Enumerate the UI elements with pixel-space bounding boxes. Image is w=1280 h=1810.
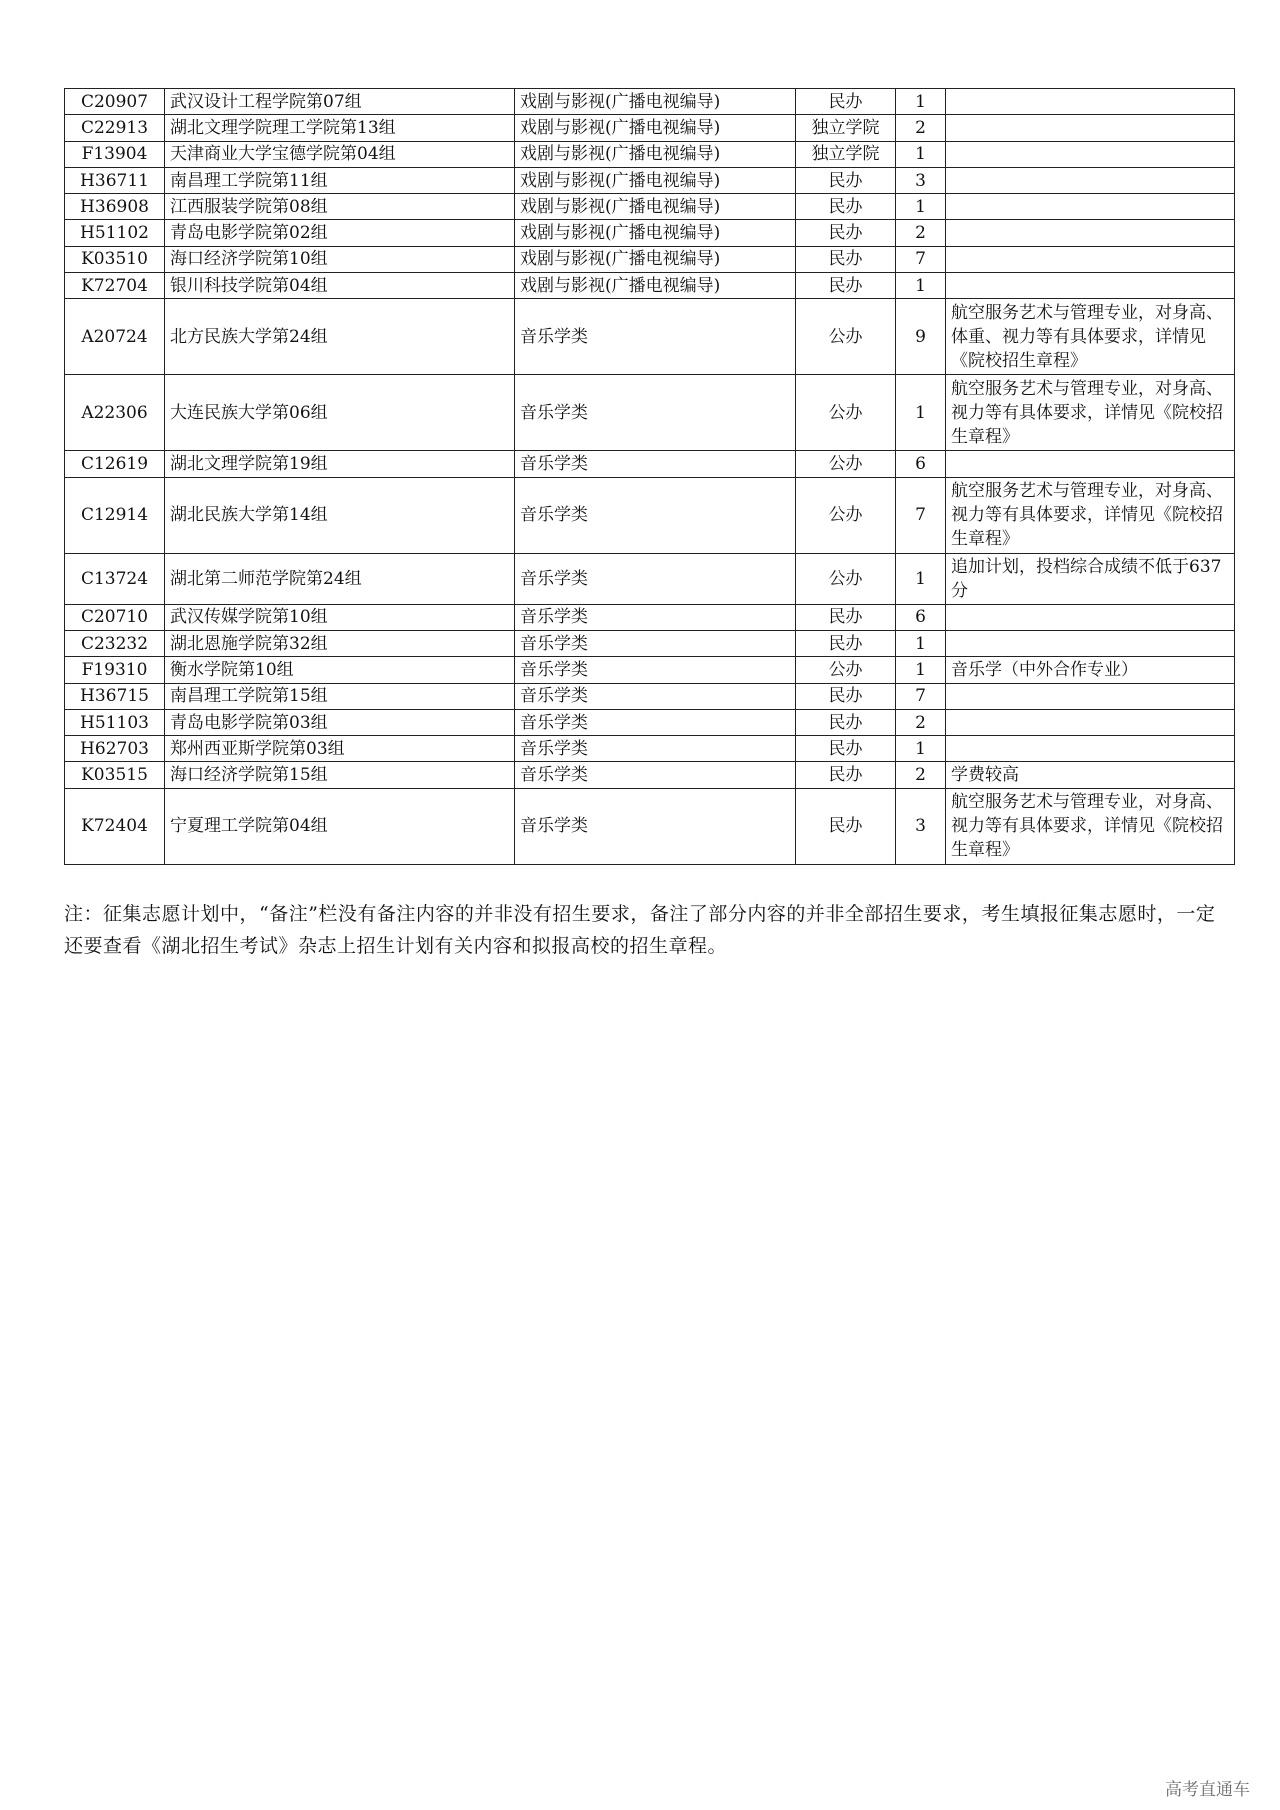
table-row [65, 375, 1235, 451]
major-name-cell: 音乐学类 [515, 709, 796, 735]
group-code-cell: F13904 [65, 141, 165, 167]
school-type-cell: 公办 [796, 553, 896, 604]
group-code-cell: F19310 [65, 657, 165, 683]
table-row [65, 709, 1235, 735]
table-row [65, 246, 1235, 272]
group-code-cell: A22306 [65, 375, 165, 451]
school-type-cell: 民办 [796, 709, 896, 735]
plan-count-cell: 1 [896, 273, 946, 299]
plan-count-cell: 1 [896, 375, 946, 451]
group-code-cell: H51103 [65, 709, 165, 735]
table-row [65, 630, 1235, 656]
plan-count-cell: 1 [896, 630, 946, 656]
group-code-cell: C20907 [65, 89, 165, 115]
plan-count-cell: 1 [896, 657, 946, 683]
table-row [65, 736, 1235, 762]
school-type-cell: 公办 [796, 657, 896, 683]
table-row [65, 604, 1235, 630]
school-name-cell: 衡水学院第10组 [165, 657, 515, 683]
school-name-cell: 青岛电影学院第03组 [165, 709, 515, 735]
table-row [65, 273, 1235, 299]
group-code-cell: H51102 [65, 220, 165, 246]
school-type-cell: 公办 [796, 299, 896, 375]
school-name-cell: 宁夏理工学院第04组 [165, 788, 515, 864]
school-type-cell: 民办 [796, 736, 896, 762]
school-type-cell: 民办 [796, 630, 896, 656]
watermark: 高考直通车 [1165, 1780, 1250, 1800]
group-code-cell: C12914 [65, 477, 165, 553]
plan-count-cell: 2 [896, 220, 946, 246]
school-name-cell: 天津商业大学宝德学院第04组 [165, 141, 515, 167]
school-type-cell: 独立学院 [796, 141, 896, 167]
school-name-cell: 湖北民族大学第14组 [165, 477, 515, 553]
plan-count-cell: 2 [896, 709, 946, 735]
school-name-cell: 银川科技学院第04组 [165, 273, 515, 299]
school-type-cell: 民办 [796, 788, 896, 864]
major-name-cell: 戏剧与影视(广播电视编导) [515, 141, 796, 167]
school-type-cell: 民办 [796, 220, 896, 246]
note-cell [946, 220, 1235, 246]
major-name-cell: 音乐学类 [515, 299, 796, 375]
school-type-cell: 民办 [796, 89, 896, 115]
note-cell [946, 246, 1235, 272]
note-cell [946, 194, 1235, 220]
school-name-cell: 郑州西亚斯学院第03组 [165, 736, 515, 762]
school-name-cell: 南昌理工学院第11组 [165, 167, 515, 193]
school-name-cell: 大连民族大学第06组 [165, 375, 515, 451]
school-name-cell: 海口经济学院第10组 [165, 246, 515, 272]
note-cell: 追加计划，投档综合成绩不低于637分 [946, 553, 1235, 604]
note-cell [946, 141, 1235, 167]
note-cell [946, 736, 1235, 762]
major-name-cell: 戏剧与影视(广播电视编导) [515, 89, 796, 115]
table-row [65, 451, 1235, 477]
major-name-cell: 音乐学类 [515, 553, 796, 604]
note-cell [946, 273, 1235, 299]
major-name-cell: 音乐学类 [515, 375, 796, 451]
school-type-cell: 公办 [796, 451, 896, 477]
note-cell [946, 630, 1235, 656]
plan-count-cell: 1 [896, 141, 946, 167]
table-row [65, 683, 1235, 709]
school-name-cell: 北方民族大学第24组 [165, 299, 515, 375]
major-name-cell: 戏剧与影视(广播电视编导) [515, 167, 796, 193]
plan-count-cell: 1 [896, 194, 946, 220]
group-code-cell: H36908 [65, 194, 165, 220]
note-cell: 航空服务艺术与管理专业，对身高、视力等有具体要求，详情见《院校招生章程》 [946, 788, 1235, 864]
school-type-cell: 民办 [796, 167, 896, 193]
group-code-cell: C22913 [65, 115, 165, 141]
school-type-cell: 民办 [796, 246, 896, 272]
major-name-cell: 戏剧与影视(广播电视编导) [515, 220, 796, 246]
note-cell: 航空服务艺术与管理专业，对身高、视力等有具体要求，详情见《院校招生章程》 [946, 375, 1235, 451]
group-code-cell: K03515 [65, 762, 165, 788]
plan-count-cell: 2 [896, 115, 946, 141]
note-cell [946, 709, 1235, 735]
plan-count-cell: 2 [896, 762, 946, 788]
table-row [65, 89, 1235, 115]
school-name-cell: 湖北恩施学院第32组 [165, 630, 515, 656]
plan-count-cell: 3 [896, 788, 946, 864]
major-name-cell: 音乐学类 [515, 604, 796, 630]
major-name-cell: 戏剧与影视(广播电视编导) [515, 273, 796, 299]
school-name-cell: 海口经济学院第15组 [165, 762, 515, 788]
admission-plan-table [64, 88, 1235, 865]
school-type-cell: 民办 [796, 194, 896, 220]
major-name-cell: 音乐学类 [515, 762, 796, 788]
note-cell [946, 451, 1235, 477]
group-code-cell: H62703 [65, 736, 165, 762]
table-row [65, 141, 1235, 167]
school-type-cell: 独立学院 [796, 115, 896, 141]
major-name-cell: 戏剧与影视(广播电视编导) [515, 194, 796, 220]
table-row [65, 167, 1235, 193]
school-name-cell: 湖北第二师范学院第24组 [165, 553, 515, 604]
plan-count-cell: 7 [896, 683, 946, 709]
group-code-cell: K03510 [65, 246, 165, 272]
school-type-cell: 民办 [796, 762, 896, 788]
major-name-cell: 音乐学类 [515, 477, 796, 553]
group-code-cell: C23232 [65, 630, 165, 656]
group-code-cell: C20710 [65, 604, 165, 630]
school-name-cell: 湖北文理学院第19组 [165, 451, 515, 477]
school-type-cell: 民办 [796, 273, 896, 299]
note-cell [946, 167, 1235, 193]
school-name-cell: 青岛电影学院第02组 [165, 220, 515, 246]
major-name-cell: 音乐学类 [515, 736, 796, 762]
school-name-cell: 湖北文理学院理工学院第13组 [165, 115, 515, 141]
group-code-cell: A20724 [65, 299, 165, 375]
school-type-cell: 民办 [796, 604, 896, 630]
group-code-cell: H36711 [65, 167, 165, 193]
major-name-cell: 音乐学类 [515, 683, 796, 709]
note-cell [946, 115, 1235, 141]
note-cell: 学费较高 [946, 762, 1235, 788]
major-name-cell: 音乐学类 [515, 451, 796, 477]
plan-count-cell: 9 [896, 299, 946, 375]
school-name-cell: 江西服装学院第08组 [165, 194, 515, 220]
major-name-cell: 戏剧与影视(广播电视编导) [515, 246, 796, 272]
school-name-cell: 武汉传媒学院第10组 [165, 604, 515, 630]
plan-count-cell: 1 [896, 553, 946, 604]
school-type-cell: 民办 [796, 683, 896, 709]
major-name-cell: 音乐学类 [515, 788, 796, 864]
plan-count-cell: 1 [896, 736, 946, 762]
school-name-cell: 武汉设计工程学院第07组 [165, 89, 515, 115]
table-row [65, 115, 1235, 141]
group-code-cell: K72704 [65, 273, 165, 299]
table-row [65, 299, 1235, 375]
table-row [65, 220, 1235, 246]
note-cell [946, 604, 1235, 630]
school-type-cell: 公办 [796, 477, 896, 553]
group-code-cell: C13724 [65, 553, 165, 604]
table-body [65, 89, 1235, 865]
major-name-cell: 戏剧与影视(广播电视编导) [515, 115, 796, 141]
note-cell [946, 683, 1235, 709]
table-row [65, 194, 1235, 220]
table-row [65, 477, 1235, 553]
note-cell [946, 89, 1235, 115]
plan-count-cell: 1 [896, 89, 946, 115]
plan-count-cell: 7 [896, 246, 946, 272]
group-code-cell: C12619 [65, 451, 165, 477]
major-name-cell: 音乐学类 [515, 630, 796, 656]
plan-count-cell: 6 [896, 451, 946, 477]
table-row [65, 788, 1235, 864]
school-type-cell: 公办 [796, 375, 896, 451]
school-name-cell: 南昌理工学院第15组 [165, 683, 515, 709]
table-row [65, 762, 1235, 788]
major-name-cell: 音乐学类 [515, 657, 796, 683]
table-row [65, 553, 1235, 604]
plan-count-cell: 3 [896, 167, 946, 193]
table-row [65, 657, 1235, 683]
plan-count-cell: 6 [896, 604, 946, 630]
note-cell: 航空服务艺术与管理专业，对身高、视力等有具体要求，详情见《院校招生章程》 [946, 477, 1235, 553]
note-cell: 音乐学（中外合作专业） [946, 657, 1235, 683]
footnote: 注：征集志愿计划中，“备注”栏没有备注内容的并非没有招生要求，备注了部分内容的并非全部招生要求，考生填报征集志愿时，一定还要查看《湖北招生考试》杂志上招生计划有关内容和拟报高校的招生章程。 [64, 903, 1216, 957]
group-code-cell: H36715 [65, 683, 165, 709]
plan-count-cell: 7 [896, 477, 946, 553]
group-code-cell: K72404 [65, 788, 165, 864]
note-cell: 航空服务艺术与管理专业，对身高、体重、视力等有具体要求，详情见《院校招生章程》 [946, 299, 1235, 375]
